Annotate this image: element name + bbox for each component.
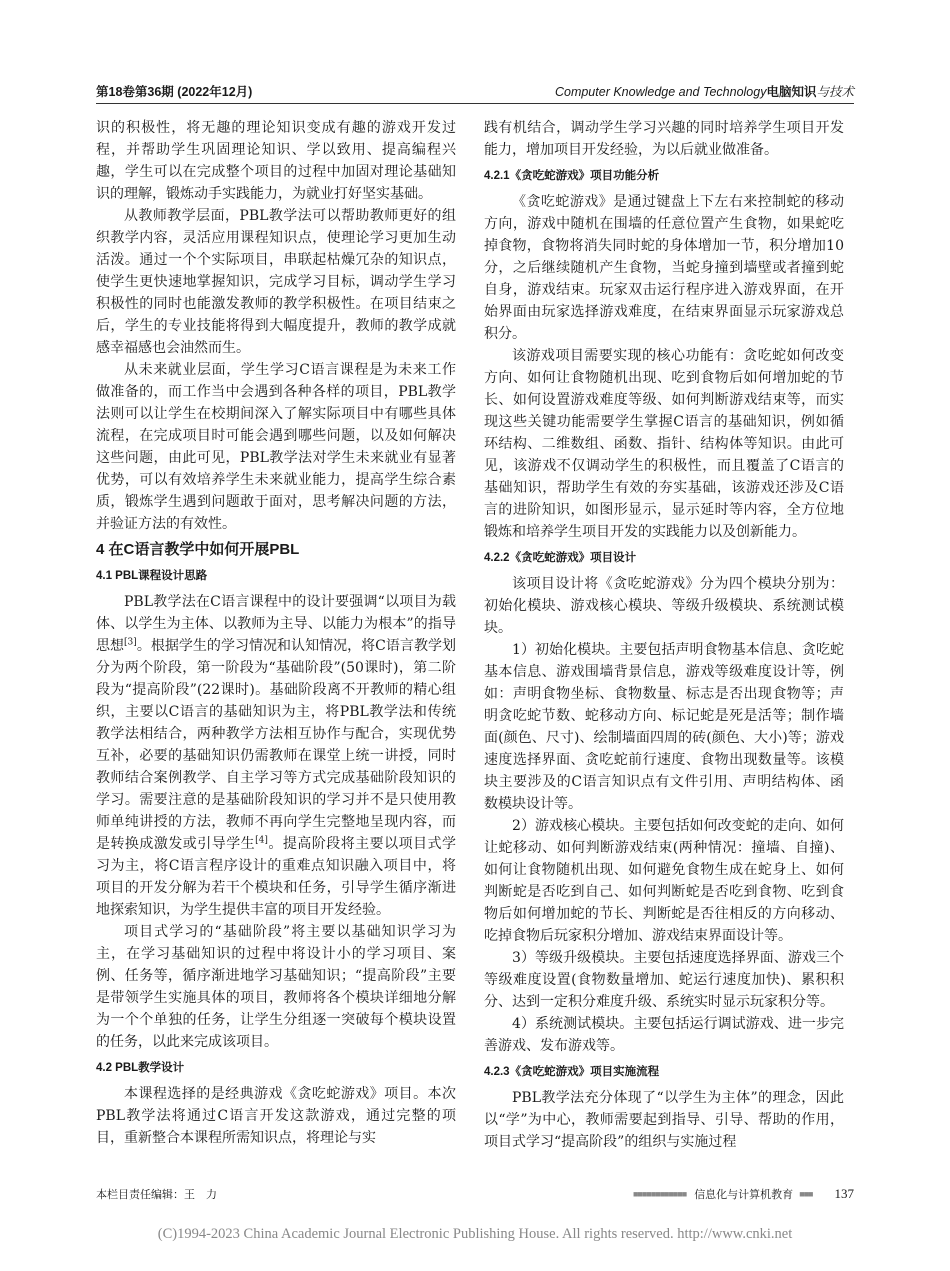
footer-dots-icon: ■■■■■■■■■■■■ — [632, 1189, 687, 1199]
footer-right — [633, 1186, 854, 1202]
journal-title — [555, 82, 854, 100]
paragraph: 4）系统测试模块。主要包括运行调试游戏、进一步完善游戏、发布游戏等。 — [484, 1016, 844, 1054]
journal-title-chinese: 电脑知识 — [766, 85, 817, 99]
running-footer — [96, 1186, 854, 1206]
section-name: 信息化与计算机教育 — [694, 1189, 794, 1201]
paragraph: 3）等级升级模块。主要包括速度选择界面、游戏三个等级难度设置(食物数量增加、蛇运行速度加快)、累积积分、达到一定积分难度升级、系统实时显示玩家积分等。 — [484, 950, 844, 1010]
citation-ref[interactable]: [3] — [124, 637, 137, 648]
column-editor: 本栏目责任编辑：王 力 — [96, 1188, 217, 1201]
section-heading: 4 在C语言教学中如何开展PBL — [96, 541, 300, 558]
paragraph: 项目式学习的“基础阶段”将主要以基础知识学习为主，在学习基础知识的过程中将设计小的学习项目、案例、任务等，循序渐进地学习基础知识；“提高阶段”主要是带领学生实施具体的项目，教师将各个模块详细地分解为一个个单独的任务，让学生分组逐一突破每个模块设置的任务，以此来完成该项目。 — [96, 924, 456, 1050]
paragraph: 从未来就业层面，学生学习C语言课程是为未来工作做准备的，而工作当中会遇到各种各样的项目，PBL教学法则可以让学生在校期间深入了解实际项目中有哪些具体流程，在完成项目时可能会遇到哪些问题，以及如何解决这些问题，由此可见，PBL教学法对学生未来就业有显著优势，可以有效培养学生未来就业能力，提高学生综合素质，锻炼学生遇到问题敢于面对，思考解决问题的方法，并验证方法的有效性。 — [96, 362, 456, 532]
subsection-heading: 4.1 PBL课程设计思路 — [96, 570, 208, 582]
citation-ref[interactable]: [4] — [255, 835, 268, 846]
paragraph: 《贪吃蛇游戏》是通过键盘上下左右来控制蛇的移动方向，游戏中随机在围墙的任意位置产生食物，如果蛇吃掉食物，食物将消失同时蛇的身体增加一节，积分增加10分，之后继续随机产生食物，当蛇身撞到墙壁或者撞到蛇自身，游戏结束。玩家双击运行程序进入游戏界面，在开始界面由玩家选择游戏难度，在结束界面显示玩家游戏总积分。 — [484, 194, 844, 342]
paragraph: PBL教学法充分体现了“以学生为主体”的理念，因此以“学”为中心，教师需要起到指导、引导、帮助的作用，项目式学习“提高阶段”的组织与实施过程 — [484, 1090, 844, 1150]
journal-title-tail: 与技术 — [816, 85, 854, 99]
left-column — [96, 117, 456, 1149]
paragraph: PBL教学法在C语言课程中的设计要强调“以项目为载体、以学生为主体、以教师为主导、以能力为根本”的指导思想[3]。根据学生的学习情况和认知情况，将C语言教学划分为两个阶段，第一阶段为“基础阶段”(50课时)，第二阶段为“提高阶段”(22课时)。基础阶段离不开教师的精心组织，主要以C语言的基础知识为主，将PBL教学法和传统教学法相结合，两种教学方法相互协作与配合，实现优势互补，必要的基础知识仍需教师在课堂上统一讲授，同时教师结合案例教学、自主学习等方式完成基础阶段知识的学习。需要注意的是基础阶段知识的学习并不是只使用教师单纯讲授的方法，教师不再向学生完整地呈现内容，而是转换成激发或引导学生[4]。提高阶段将主要以项目式学习为主，将C语言程序设计的重难点知识融入项目中，将项目的开发分解为若干个模块和任务，引导学生循序渐进地探索知识，为学生提供丰富的项目开发经验。 — [96, 594, 456, 918]
running-header — [96, 82, 854, 102]
header-rule — [96, 103, 854, 104]
subsection-heading: 4.2 PBL教学设计 — [96, 1062, 185, 1074]
paragraph: 2）游戏核心模块。主要包括如何改变蛇的走向、如何让蛇移动、如何判断游戏结束(两种情况：撞墙、自撞)、如何让食物随机出现、如何避免食物生成在蛇身上、如何判断蛇是否吃到自己、如何判断蛇是否吃到食物、吃到食物后如何增加蛇的节长、判断蛇是否往相反的方向移动、吃掉食物后玩家积分增加、游戏结束界面设计等。 — [484, 818, 844, 944]
issue-info: 第18卷第36期 (2022年12月) — [96, 85, 253, 99]
paragraph: 该项目设计将《贪吃蛇游戏》分为四个模块分别为：初始化模块、游戏核心模块、等级升级模块、系统测试模块。 — [484, 576, 844, 636]
paragraph: 践有机结合，调动学生学习兴趣的同时培养学生项目开发能力，增加项目开发经验，为以后就业做准备。 — [484, 120, 844, 158]
paragraph: 本课程选择的是经典游戏《贪吃蛇游戏》项目。本次PBL教学法将通过C语言开发这款游戏，通过完整的项目，重新整合本课程所需知识点，将理论与实 — [96, 1086, 456, 1146]
page-number: 137 — [834, 1186, 854, 1201]
paragraph: 该游戏项目需要实现的核心功能有：贪吃蛇如何改变方向、如何让食物随机出现、吃到食物后如何增加蛇的节长、如何设置游戏难度等级、如何判断游戏结束等，而实现这些关键功能需要学生掌握C语言的基础知识，例如循环结构、二维数组、函数、指针、结构体等知识。由此可见，该游戏不仅调动学生的积极性，而且覆盖了C语言的基础知识，帮助学生有效的夯实基础，该游戏还涉及C语言的进阶知识，如图形显示，显示延时等内容，全方位地锻炼和培养学生项目开发的实践能力以及创新能力。 — [484, 348, 844, 540]
subsection-heading: 4.2.2《贪吃蛇游戏》项目设计 — [484, 552, 637, 564]
paragraph: 1）初始化模块。主要包括声明食物基本信息、贪吃蛇基本信息、游戏围墙背景信息，游戏等级难度设计等，例如：声明食物坐标、食物数量、标志是否出现食物等；声明贪吃蛇节数、蛇移动方向、标记蛇是死是活等；制作墙面(颜色、尺寸)、绘制墙面四周的砖(颜色、大小)等；游戏速度选择界面、贪吃蛇前行速度、食物出现数量等。该模块主要涉及的C语言知识点有文件引用、声明结构体、函数模块设计等。 — [484, 642, 844, 812]
paragraph: 从教师教学层面，PBL教学法可以帮助教师更好的组织教学内容，灵活应用课程知识点，使理论学习更加生动活泼。通过一个个实际项目，串联起枯燥冗杂的知识点，使学生更快速地掌握知识，完成学习目标，调动学生学习积极性的同时也能激发教师的教学积极性。在项目结束之后，学生的专业技能将得到大幅度提升，教师的教学成就感幸福感也会油然而生。 — [96, 208, 456, 356]
footer-dots-icon: ■■■ — [799, 1189, 813, 1199]
subsection-heading: 4.2.1《贪吃蛇游戏》项目功能分析 — [484, 170, 660, 182]
journal-title-english: Computer Knowledge and Technology — [554, 85, 767, 99]
paragraph: 识的积极性，将无趣的理论知识变成有趣的游戏开发过程，并帮助学生巩固理论知识、学以致用、提高编程兴趣，学生可以在完成整个项目的过程中加固对理论基础知识的理解，锻炼动手实践能力，为就业打好坚实基础。 — [96, 120, 456, 202]
right-column — [484, 117, 844, 1153]
copyright-notice: (C)1994-2023 China Academic Journal Electronic Publishing House. All rights reserved. http://www.cnki.net — [157, 1226, 793, 1242]
subsection-heading: 4.2.3《贪吃蛇游戏》项目实施流程 — [484, 1066, 660, 1078]
